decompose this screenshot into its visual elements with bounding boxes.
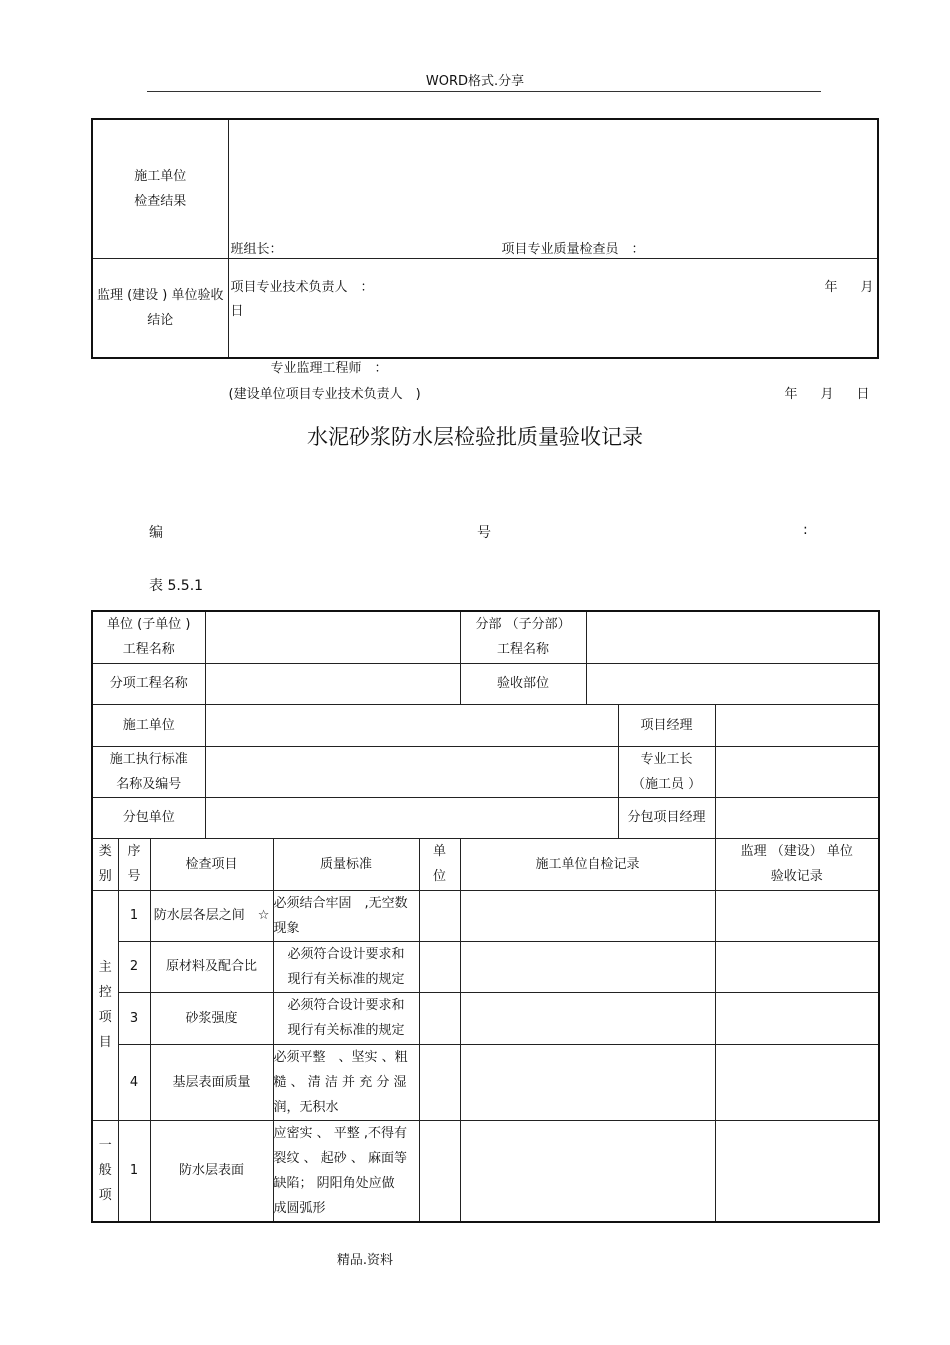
contractor-result-cell <box>228 119 878 319</box>
row-self-check <box>460 890 715 941</box>
main-control-category: 主 控 项 目 <box>92 890 118 1120</box>
row-unit <box>419 992 460 1044</box>
supervisor-conclusion-cell <box>228 258 878 402</box>
row-supervisor <box>715 1120 879 1222</box>
date-year: 年 <box>824 279 838 295</box>
contractor-label: 施工单位 <box>92 704 205 746</box>
row-standard: 必须结合牢固 ,无空数 现象 <box>273 890 419 941</box>
row-unit <box>419 890 460 941</box>
header-seq: 序 号 <box>118 838 150 890</box>
date2-month: 月 <box>820 386 834 402</box>
row-standard: 应密实 、 平整 ,不得有 裂纹 、 起砂 、 麻面等 缺陷； 阴阳角处应做 成圆弧形 <box>273 1120 419 1222</box>
row-supervisor <box>715 992 879 1044</box>
foreman-value <box>715 746 879 797</box>
row-standard: 必须平整 、坚实 、粗 糙 、 清 洁 并 充 分 湿 润，无积水 <box>273 1044 419 1120</box>
row-unit <box>419 941 460 992</box>
page-footer: 精品.资料 <box>336 1253 394 1268</box>
header-unit: 单 位 <box>419 838 460 890</box>
subitem-name-value <box>205 663 460 704</box>
project-manager-value <box>715 704 879 746</box>
row-supervisor <box>715 1044 879 1120</box>
unit-name-value <box>205 611 460 663</box>
project-manager-label: 项目经理 <box>618 704 715 746</box>
division-name-label: 分部 （子分部） 工程名称 <box>460 611 586 663</box>
signature-table <box>91 118 879 402</box>
header-supervisor-record: 监理 （建设） 单位 验收记录 <box>715 838 879 890</box>
contractor-result-label: 施工单位 检查结果 <box>92 119 228 258</box>
row-item: 防水层表面 <box>150 1120 273 1222</box>
header-self-check: 施工单位自检记录 <box>460 838 715 890</box>
row-seq: 1 <box>118 890 150 941</box>
date2-year: 年 <box>784 386 798 402</box>
serial-char-2: 号 <box>477 525 491 541</box>
sub-pm-value <box>715 797 879 838</box>
row-unit <box>419 1120 460 1222</box>
serial-colon: : <box>803 522 808 538</box>
row-item: 防水层各层之间 ☆ <box>150 890 273 941</box>
subcontractor-value <box>205 797 618 838</box>
foreman-label: 专业工长 （施工员 ） <box>618 746 715 797</box>
inspection-table <box>91 610 880 1223</box>
owner-rep-label: (建设单位项目专业技术负责人 ) <box>228 386 421 402</box>
row-standard: 必须符合设计要求和 现行有关标准的规定 <box>273 992 419 1044</box>
standard-value <box>205 746 618 797</box>
row-seq: 4 <box>118 1044 150 1120</box>
row-unit <box>419 1044 460 1120</box>
general-category: 一 般 项 <box>92 1120 118 1222</box>
document-title: 水泥砂浆防水层检验批质量验收记录 <box>307 425 643 449</box>
row-standard: 必须符合设计要求和 现行有关标准的规定 <box>273 941 419 992</box>
row-self-check <box>460 1044 715 1120</box>
subcontractor-label: 分包单位 <box>92 797 205 838</box>
row-item: 砂浆强度 <box>150 992 273 1044</box>
tech-lead-label: 项目专业技术负责人 ： <box>230 279 374 295</box>
header-rule <box>147 91 821 92</box>
date-month: 月 <box>860 279 874 295</box>
row-self-check <box>460 1120 715 1222</box>
table-number: 表 5.5.1 <box>149 578 204 594</box>
subitem-name-label: 分项工程名称 <box>92 663 205 704</box>
row-seq: 2 <box>118 941 150 992</box>
serial-char-1: 编 <box>149 525 163 541</box>
acceptance-part-label: 验收部位 <box>460 663 586 704</box>
division-name-value <box>586 611 879 663</box>
qc-inspector-label: 项目专业质量检查员 ： <box>501 241 645 257</box>
date2-day: 日 <box>856 386 870 402</box>
sub-pm-label: 分包项目经理 <box>618 797 715 838</box>
row-seq: 3 <box>118 992 150 1044</box>
header-category: 类 别 <box>92 838 118 890</box>
header-quality-standard: 质量标准 <box>273 838 419 890</box>
contractor-value <box>205 704 618 746</box>
supervisor-label: 专业监理工程师 ： <box>270 360 388 376</box>
row-supervisor <box>715 941 879 992</box>
row-item: 基层表面质量 <box>150 1044 273 1120</box>
row-supervisor <box>715 890 879 941</box>
row-item: 原材料及配合比 <box>150 941 273 992</box>
row-self-check <box>460 992 715 1044</box>
unit-name-label: 单位 (子单位 ) 工程名称 <box>92 611 205 663</box>
supervisor-conclusion-label: 监理 (建设 ) 单位验收 结论 <box>92 258 228 358</box>
standard-label: 施工执行标准 名称及编号 <box>92 746 205 797</box>
acceptance-part-value <box>586 663 879 704</box>
date-day: 日 <box>230 303 244 319</box>
team-leader-label: 班组长： <box>230 241 283 257</box>
header-check-item: 检查项目 <box>150 838 273 890</box>
row-seq: 1 <box>118 1120 150 1222</box>
row-self-check <box>460 941 715 992</box>
page-header: WORD格式.分享 <box>425 74 525 89</box>
